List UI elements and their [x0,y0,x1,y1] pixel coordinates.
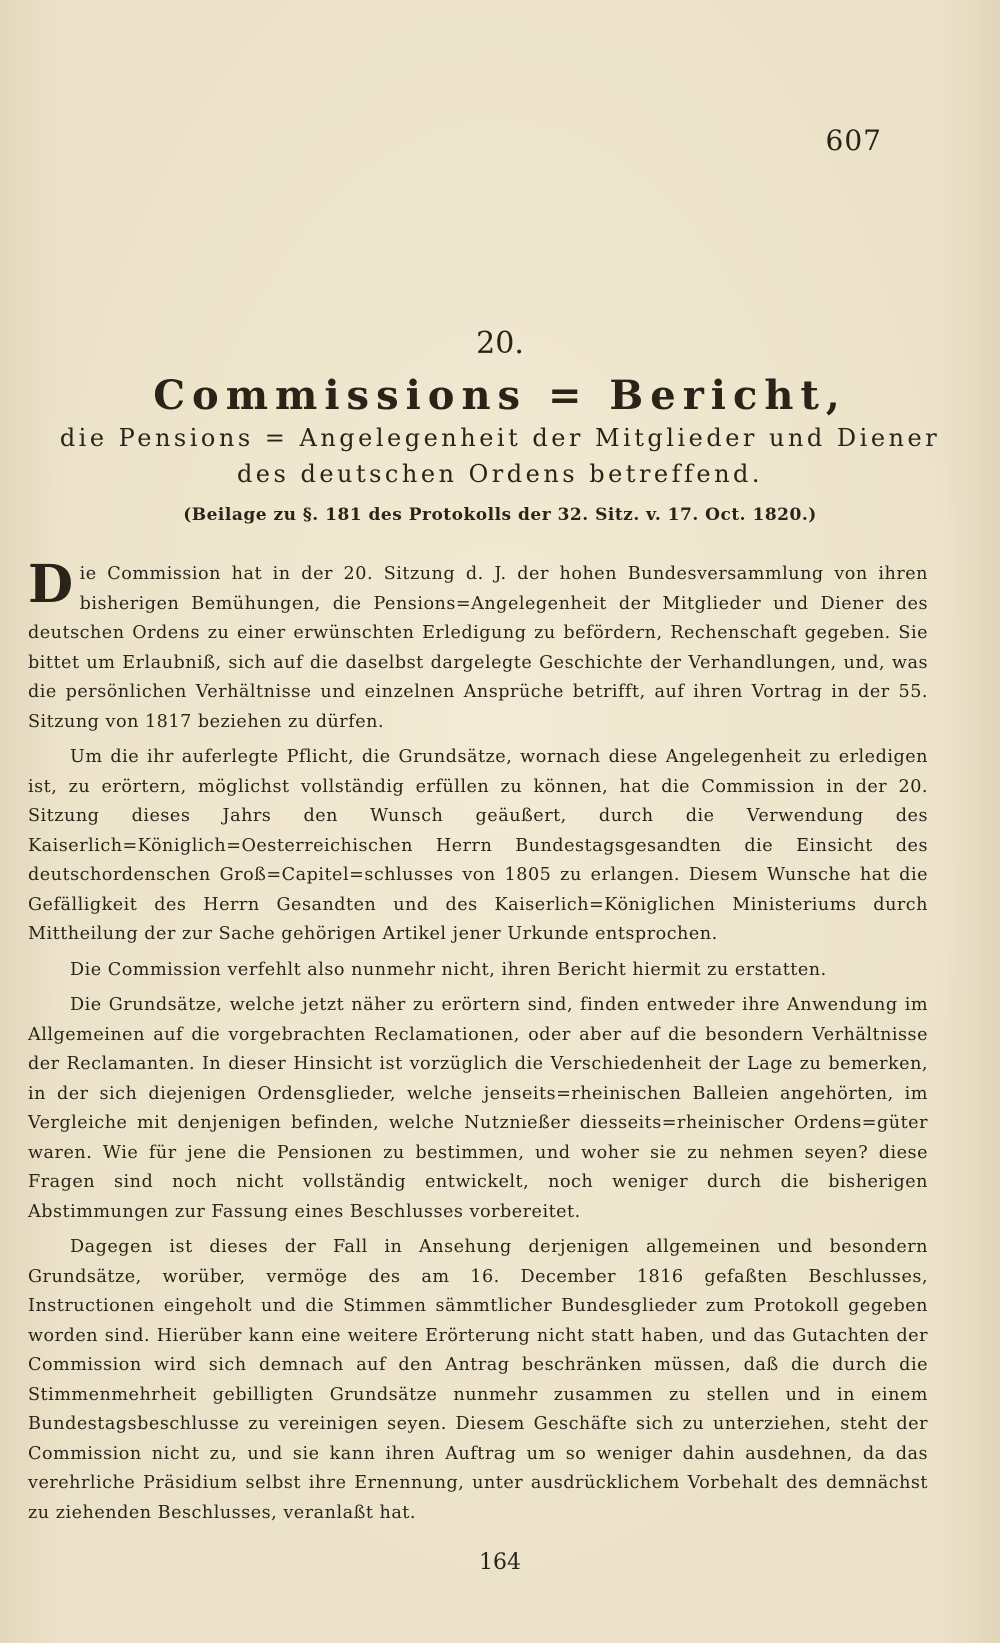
footer-signature-mark: 164 [479,1550,521,1575]
paragraph-3: Die Commission verfehlt also nunmehr nicht, ihren Bericht hiermit zu erstatten. [70,959,827,980]
document-number: 20. [476,326,524,361]
attachment-note: (Beilage zu §. 181 des Protokolls der 32. Sitz. v. 17. Oct. 1820.) [183,505,817,525]
body-text [28,554,928,1534]
paragraph-2: Um die ihr auferlegte Pflicht, die Grundsätze, wornach diese Angelegenheit zu erledigen ist, zu erörtern, möglichst vollständig erfüllen zu können, hat die Commission in der 20. Sitzung dieses Jahrs den Wunsch geäußert, durch die Verwendung des Kaiserlich=Königlich=Oesterreichischen Herrn Bundestagsgesandten die Einsicht des deutschordenschen Groß=Capitel=schlusses von 1805 zu erlangen. Diesem Wunsche hat die Gefälligkeit des Herrn Gesandten und des Kaiserlich=Königlichen Ministeriums durch Mittheilung der zur Sache gehörigen Artikel jener Urkunde entsprochen. [28,747,928,944]
paragraph-1 [28,554,928,737]
paragraph-5: Dagegen ist dieses der Fall in Ansehung derjenigen allgemeinen und besondern Grundsätze, worüber, vermöge des am 16. December 1816 gefaßten Beschlusses, Instructionen eingeholt und die Stimmen sämmtlicher Bundesglieder zum Protokoll gegeben worden sind. Hierüber kann eine weitere Erörterung nicht statt haben, und das Gutachten der Commission wird sich demnach auf den Antrag beschränken müssen, daß die durch die Stimmenmehrheit gebilligten Grundsätze nunmehr zusammen zu stellen und in einem Bundestagsbeschlusse zu vereinigen seyen. Diesem Geschäfte sich zu unterziehen, steht der Commission nicht zu, und sie kann ihren Auftrag um so weniger dahin ausdehnen, da das verehrliche Präsidium selbst ihre Ernennung, unter ausdrücklichem Vorbehalt des demnächst zu ziehenden Beschlusses, veranlaßt hat. [28,1237,928,1523]
paragraph-1-text: ie Commission hat in der 20. Sitzung d. J. der hohen Bundesversammlung von ihren bisherigen Bemühungen, die Pensions=Angelegenheit der Mitglieder und Diener des deutschen Ordens zu einer erwünschten Erledigung zu befördern, Rechenschaft gegeben. Sie bittet um Erlaubniß, sich auf die daselbst dargelegte Geschichte der Verhandlungen, und, was die persönlichen Verhältnisse und einzelnen Ansprüche betrifft, auf ihren Vortrag in der 55. Sitzung von 1817 beziehen zu dürfen. [28,564,928,732]
drop-cap: D [28,554,74,615]
page-number: 607 [825,124,882,157]
document-subtitle-line-1: die Pensions = Angelegenheit der Mitglieder und Diener [59,424,941,452]
document-title: Commissions = Bericht, [153,372,847,419]
document-subtitle-line-2: des deutschen Ordens betreffend. [236,460,764,488]
paragraph-4: Die Grundsätze, welche jetzt näher zu erörtern sind, finden entweder ihre Anwendung im Allgemeinen auf die vorgebrachten Reclamationen, oder aber auf die besondern Verhältnisse der Reclamanten. In dieser Hinsicht ist vorzüglich die Verschiedenheit der Lage zu bemerken, in der sich diejenigen Ordensglieder, welche jenseits=rheinischen Balleien angehörten, im Vergleiche mit denjenigen befinden, welche Nutznießer diesseits=rheinischer Ordens=güter waren. Wie für jene die Pensionen zu bestimmen, und woher sie zu nehmen seyen? diese Fragen sind noch nicht vollständig entwickelt, noch weniger durch die bisherigen Abstimmungen zur Fassung eines Beschlusses vorbereitet. [28,995,928,1222]
